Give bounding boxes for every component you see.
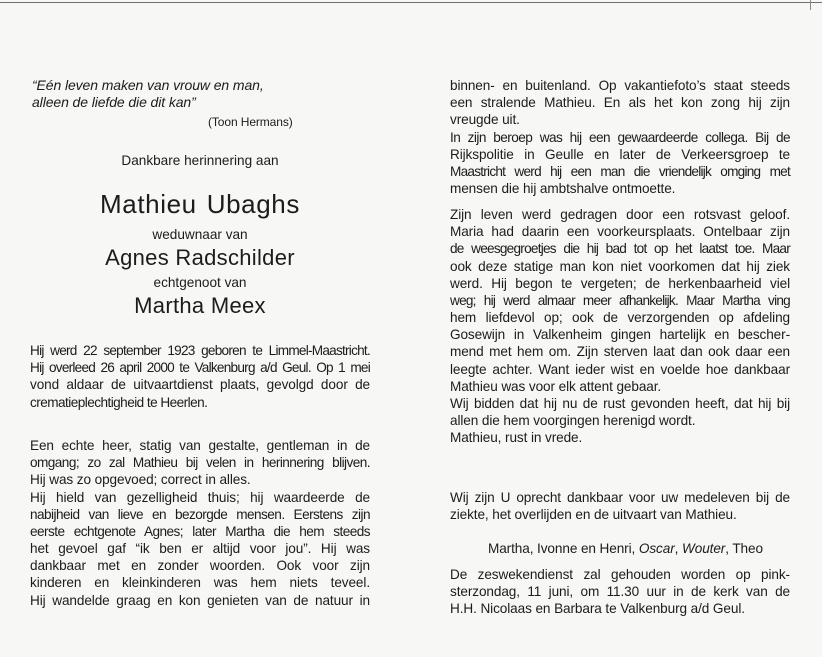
- right-line-3: vreugde uit.: [450, 112, 520, 127]
- bio-line-1: Hij werd 22 september 1923 geboren te Limmel-Maastricht.: [30, 343, 370, 358]
- character-line-7: het gevoel gaf “ik ben er altijd voor jou”. Hij was: [30, 541, 370, 556]
- bio-line-3: vond aldaar de uitvaartdienst plaats, gevolgd door de: [30, 377, 370, 392]
- right-line-17: leegte achter. Want ieder wist en voelde hoe dankbaar: [450, 362, 790, 377]
- right-line-14: hem liefdevol op; ook de verzorgenden op afdeling: [450, 310, 790, 325]
- right-line-20: allen die hem voorgingen herenigd wordt.: [450, 413, 696, 428]
- right-line-4: In zijn beroep was hij een gewaardeerde collega. Bij de: [450, 130, 790, 145]
- last-name: Ubaghs: [206, 189, 300, 219]
- character-line-6: eerste echtgenote Agnes; later Martha die hem steeds: [30, 524, 370, 539]
- right-line-2: een stralende Mathieu. En als het kon zong hij zijn: [450, 95, 790, 110]
- first-name: Mathieu: [100, 189, 197, 219]
- thanks-line-2: ziekte, het overlijden en de uitvaart van Mathieu.: [450, 507, 737, 522]
- character-line-2: omgang; zo zal Mathieu bij velen in herinnering blijven.: [30, 455, 370, 470]
- right-line-1: binnen- en buitenland. Op vakantiefoto’s staat steeds: [450, 78, 790, 93]
- character-line-3: Hij was zo opgevoed; correct in alles.: [30, 472, 251, 487]
- first-spouse-name: Agnes Radschilder: [105, 245, 295, 270]
- family-names: Martha, Ivonne en Henri,: [488, 541, 639, 556]
- quote-line-1: “Eén leven maken van vrouw en man,: [32, 77, 264, 93]
- right-line-13: weg; hij werd almaar meer afhankelijk. Maar Martha ving: [450, 293, 790, 308]
- right-line-6: Maastricht werd hij een man die vriendelijk omging met: [450, 164, 790, 179]
- corner-mark: [810, 0, 811, 10]
- right-line-5: Rijkspolitie in Geulle en later de Verkeersgroep te: [450, 147, 790, 162]
- right-line-21: Mathieu, rust in vrede.: [450, 430, 583, 445]
- right-line-16: mend met hem om. Zijn sterven laat dan ook daar een: [450, 344, 790, 359]
- character-line-5: nabijheid van lieve en bezorgde mensen. Eerstens zijn: [30, 507, 370, 522]
- character-line-9: kinderen en kleinkinderen was hem niets teveel.: [30, 575, 370, 590]
- family-names-end: , Theo: [725, 541, 763, 556]
- right-line-9: Maria had daarin een voorkeursplaats. Ontelbaar zijn: [450, 224, 790, 239]
- thanks-line-1: Wij zijn U oprecht dankbaar voor uw medeleven bij de: [450, 490, 790, 505]
- right-line-7: mensen die hij ambtshalve ontmoette.: [450, 181, 676, 196]
- service-line-2: sterzondag, 11 juni, om 11.30 uur in de kerk van de: [450, 584, 790, 599]
- family-name-oscar: Oscar: [638, 541, 675, 556]
- right-line-19: Wij bidden dat hij nu de rust gevonden heeft, dat hij bij: [450, 396, 790, 411]
- quote-line-2: alleen de liefde die dit kan”: [32, 94, 196, 110]
- character-line-4: Hij hield van gezelligheid thuis; hij waardeerde de: [30, 490, 370, 505]
- quote-author: (Toon Hermans): [208, 115, 293, 129]
- bio-line-2: Hij overleed 26 april 2000 te Valkenburg a/d Geul. Op 1 mei: [30, 360, 370, 375]
- second-spouse-name: Martha Meex: [134, 293, 266, 318]
- family-signature: [488, 540, 763, 557]
- right-line-12: werd. Hij begon te vergeten; de herkenbaarheid viel: [450, 276, 790, 291]
- right-line-15: Gosewijn in Valkenheim gingen hartelijk en bescher-: [450, 327, 790, 342]
- right-line-18: Mathieu was voor elk attent gebaar.: [450, 379, 662, 394]
- relation-husband: echtgenoot van: [153, 275, 247, 290]
- deceased-name: [30, 189, 370, 219]
- bio-line-4: crematieplechtigheid te Heerlen.: [30, 395, 208, 410]
- character-line-1: Een echte heer, statig van gestalte, gentleman in de: [30, 438, 370, 453]
- service-line-1: De zeswekendienst zal gehouden worden op pink-: [450, 567, 790, 582]
- family-name-wouter: Wouter: [682, 541, 726, 556]
- right-line-8: Zijn leven werd gedragen door een rotsvast geloof.: [450, 207, 790, 222]
- character-line-8: dankbaar met en zonder woorden. Ook voor zijn: [30, 558, 370, 573]
- right-line-10: de weesgegroetjes die hij bad tot op het laatst toe. Maar: [450, 241, 790, 256]
- right-line-11: ook deze statige man kon niet voorkomen dat hij ziek: [450, 259, 790, 274]
- service-line-3: H.H. Nicolaas en Barbara te Valkenburg a/d Geul.: [450, 601, 745, 616]
- top-border-line: [0, 2, 822, 3]
- relation-widower: weduwnaar van: [152, 227, 248, 242]
- character-line-10: Hij wandelde graag en kon genieten van de natuur in: [30, 593, 370, 608]
- intro-text: Dankbare herinnering aan: [121, 153, 279, 168]
- family-separator: ,: [674, 541, 683, 556]
